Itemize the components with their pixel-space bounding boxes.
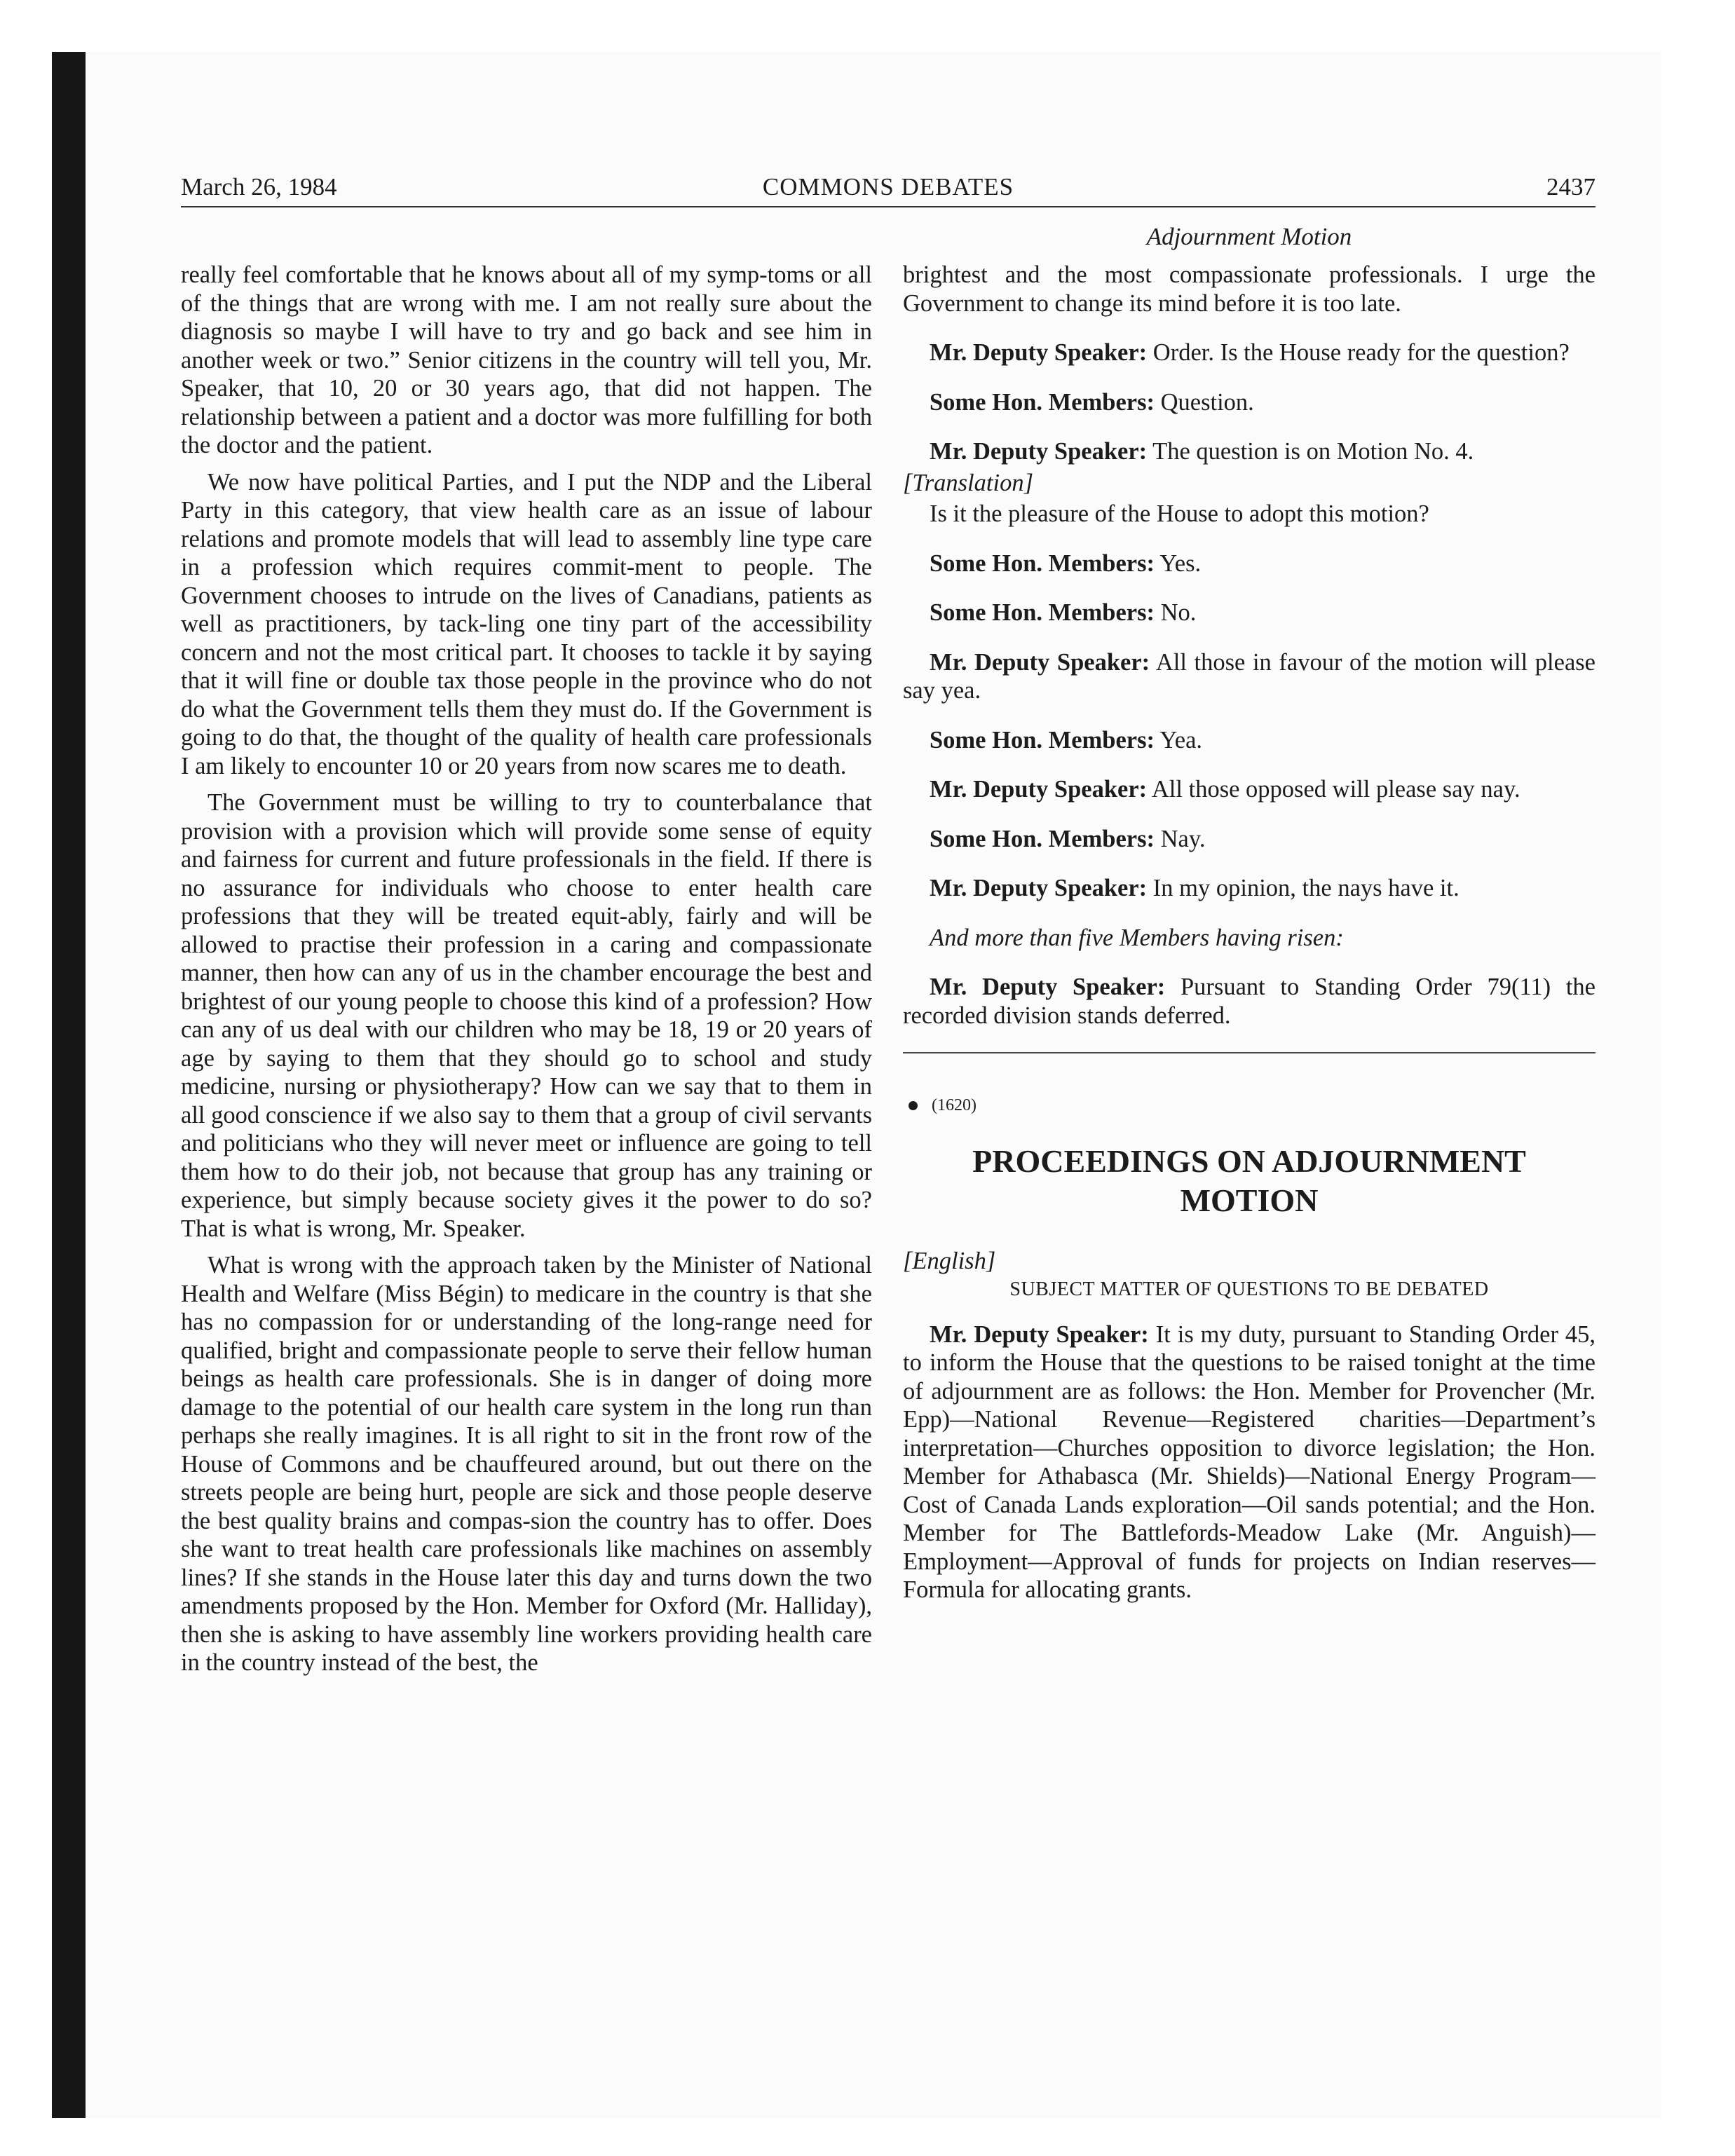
section-title-line: MOTION [1180, 1182, 1319, 1218]
speaker-name: Some Hon. Members: [930, 550, 1155, 577]
header-date: March 26, 1984 [181, 173, 337, 200]
right-column [903, 261, 1595, 1604]
speech-text: Is it the pleasure of the House to adopt this motion? [930, 500, 1429, 527]
speaker-name: Mr. Deputy Speaker: [930, 648, 1150, 676]
section-title [903, 1142, 1595, 1220]
speech [903, 973, 1595, 1030]
page-header [181, 170, 1595, 205]
speech [903, 550, 1595, 578]
speech [903, 339, 1595, 367]
speech-text: The question is on Motion No. 4. [1147, 438, 1474, 465]
speech-text: It is my duty, pursuant to Standing Order 45, to inform the House that the questions to be raised tonight at the time of adjournment are as follows: the Hon. Member for Provencher (Mr. Epp)—National Revenue—Registered charities—Department’s interpretation—Churches opposition to divorce legislation; the Hon. Member for Athabasca (Mr. Shields)—National Energy Program—Cost of Canada Lands exploration—Oil sands potential; and the Hon. Member for The Battlefords-Meadow Lake (Mr. Anguish)—Employment—Approval of funds for projects on Indian reserves—Formula for allocating grants. [903, 1321, 1595, 1603]
header-title: COMMONS DEBATES [762, 173, 1014, 200]
left-column [181, 261, 872, 1677]
language-marker: [English] [903, 1248, 996, 1274]
speech [903, 1321, 1595, 1604]
speech-text: Nay. [1154, 825, 1206, 852]
paragraph: brightest and the most compassionate professionals. I urge the Government to change its mind before it is too late. [903, 261, 1595, 317]
speech-text: Yes. [1154, 550, 1202, 577]
speech-text: In my opinion, the nays have it. [1147, 875, 1460, 901]
speech [903, 874, 1595, 903]
timecode-text: (1620) [932, 1096, 977, 1114]
page-number: 2437 [1546, 173, 1595, 200]
speech-text: No. [1154, 599, 1197, 626]
speaker-name: Mr. Deputy Speaker: [930, 875, 1148, 901]
speaker-name: Some Hon. Members: [930, 726, 1155, 753]
speech [903, 388, 1595, 417]
section-separator [903, 1052, 1595, 1053]
translation-marker: [Translation] [903, 469, 1033, 496]
speaker-name: Some Hon. Members: [930, 825, 1155, 852]
paragraph: The Government must be willing to try to counterbalance that provision with a provision which will provide some sense of equity and fairness for current and future professionals in the field. If there is no assurance for individuals who choose to enter health care professions that they will be treated equit-ably, fairly and will be allowed to practise their profession in a caring and compassionate manner, then how can any of us in the chamber encourage the best and brightest of our young people to choose this kind of a profession? How can any of us deal with our children who may be 18, 19 or 20 years of age by saying to them that they should go to school and study medicine, nursing or physiotherapy? How can we say that to them in all good conscience if we also say to them that a group of civil servants and politicians who they will never meet or influence are going to tell them how to do their job, not because that group has any training or experience, but simply because society gives it the power to do so? That is what is wrong, Mr. Speaker. [181, 789, 872, 1242]
speaker-name: Some Hon. Members: [930, 388, 1155, 416]
speech [903, 648, 1595, 705]
speaker-name: Mr. Deputy Speaker: [930, 438, 1148, 465]
header-rule [181, 206, 1595, 207]
paragraph: What is wrong with the approach taken by the Minister of National Health and Welfare (Miss Bégin) to medicare in the country is that she has no compassion for or understanding of the long-range need for qualified, bright and compassionate people to serve their fellow human beings as health care professionals. She is in danger of doing more damage to the potential of our health care system in the long run than perhaps she really imagines. It is all right to sit in the front row of the House of Commons and be chauffeured around, but out there on the streets people are being hurt, people are sick and those people deserve the best quality brains and compas-sion the country has to offer. Does she want to treat health care professionals like machines on assembly lines? If she stands in the House later this day and turns down the two amendments proposed by the Hon. Member for Oxford (Mr. Halliday), then she is asking to have assembly line workers providing health care in the country instead of the best, the [181, 1252, 872, 1676]
speech-text: Pursuant to Standing Order 79(11) the recorded division stands deferred. [903, 974, 1595, 1029]
stage-direction: And more than five Members having risen: [930, 924, 1344, 951]
subheading: SUBJECT MATTER OF QUESTIONS TO BE DEBATED [1009, 1278, 1489, 1300]
speech [903, 726, 1595, 755]
paragraph: really feel comfortable that he knows about all of my symp-toms or all of the things that are wrong with me. I am not really sure about the diagnosis so maybe I will have to try and go back and see him in another week or two.” Senior citizens in the country will tell you, Mr. Speaker, that 10, 20 or 30 years ago, that did not happen. The relationship between a patient and a doctor was more fulfilling for both the doctor and the patient. [181, 261, 872, 458]
speech [903, 775, 1595, 804]
speech [903, 437, 1595, 466]
timecode [903, 1094, 1595, 1117]
speech-text: All those opposed will please say nay. [1147, 776, 1520, 803]
speaker-name: Some Hon. Members: [930, 599, 1155, 626]
paragraph: We now have political Parties, and I put the NDP and the Liberal Party in this category, that view health care as an issue of labour relations and promote models that will lead to assembly line type care in a profession which requires commit-ment to people. The Government chooses to intrude on the lives of Canadians, patients as well as practitioners, by tack-ling one tiny part of the accessibility concern and not the most critical part. It chooses to tackle it by saying that it will fine or double tax those people in the province who do not do what the Government tells them they must do. If the Government is going to do that, the thought of the quality of health care professionals I am likely to encounter 10 or 20 years from now scares me to death. [181, 468, 872, 779]
speech-text: All those in favour of the motion will please say yea. [903, 648, 1595, 704]
speaker-name: Mr. Deputy Speaker: [930, 974, 1166, 1000]
section-title-line: PROCEEDINGS ON ADJOURNMENT [972, 1143, 1526, 1179]
speech-text: Yea. [1154, 726, 1203, 753]
speech [903, 825, 1595, 854]
speech-text: Question. [1154, 388, 1254, 416]
speaker-name: Mr. Deputy Speaker: [930, 776, 1148, 803]
speaker-name: Mr. Deputy Speaker: [930, 339, 1148, 366]
speech [903, 599, 1595, 627]
bullet-icon [909, 1101, 918, 1110]
speaker-name: Mr. Deputy Speaker: [930, 1321, 1149, 1348]
speech-text: Order. Is the House ready for the question? [1147, 339, 1570, 366]
running-head: Adjournment Motion [1146, 223, 1352, 250]
